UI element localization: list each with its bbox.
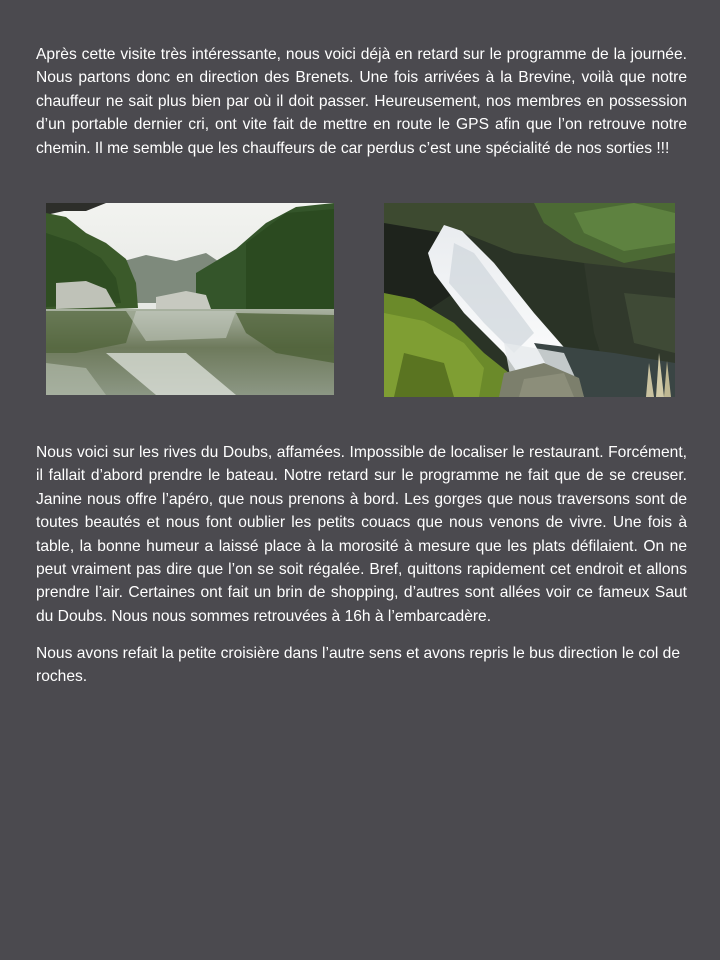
- paragraph-doubs-lunch: Nous voici sur les rives du Doubs, affamées. Impossible de localiser le restaurant. Forcément, il fallait d’abord prendre le bateau. Notre retard sur le programme ne fait que de se creuser. Janine nous offre l’apéro, que nous prenons à bord. Les gorges que nous traversons sont de toutes beautés et nous font oublier les petits couacs que nous venons de vivre. Une fois à table, la bonne humeur a laissé place à la morosité à mesure que les plats défilaient. On ne peut vraiment pas dire que l’on se soit régalée. Bref, quittons rapidement cet endroit et allons prendre l’air. Certaines ont fait un brin de shopping, d’autres sont allées voir ce fameux Saut du Doubs. Nous nous sommes retrouvées à 16h à l’embarcadère.: [36, 444, 687, 625]
- paragraph-intro: Après cette visite très intéressante, nous voici déjà en retard sur le programme de la journée. Nous partons donc en direction des Brenets. Une fois arrivées à la Brevine, voilà que notre chauffeur ne sait plus bien par où il doit passer. Heureusement, nos membres en possession d’un portable dernier cri, ont vite fait de mettre en route le GPS afin que l’on retrouve notre chemin. Il me semble que les chauffeurs de car perdus c’est une spécialité de nos sorties !!!: [36, 46, 687, 157]
- paragraph-return-trip: Nous avons refait la petite croisière dans l’autre sens et avons repris le bus direction le col de roches.: [36, 645, 681, 686]
- waterfall-image: [384, 203, 675, 397]
- river-gorge-image: [46, 203, 334, 395]
- photo-doubs-river-gorge: [46, 203, 334, 395]
- photo-saut-du-doubs-waterfall: [384, 203, 675, 397]
